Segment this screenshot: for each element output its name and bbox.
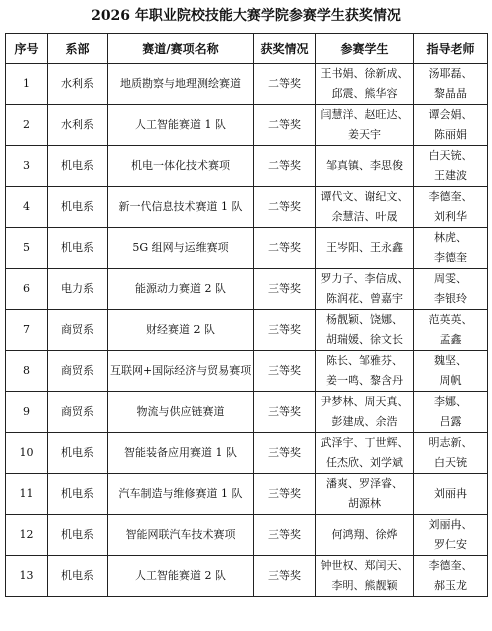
row-dept: 机电系 xyxy=(48,187,108,228)
col-header-track: 赛道/赛项名称 xyxy=(108,34,254,64)
row-dept: 电力系 xyxy=(48,269,108,310)
teacher-line: 陈丽娟 xyxy=(434,128,467,141)
row-track: 物流与供应链赛道 xyxy=(108,392,254,433)
row-track: 5G 组网与运维赛项 xyxy=(108,228,254,269)
row-track: 财经赛道 2 队 xyxy=(108,310,254,351)
table-row xyxy=(6,392,488,433)
row-students xyxy=(316,351,414,392)
student-line: 潘爽、罗泽睿、 xyxy=(326,477,403,490)
row-teachers xyxy=(414,269,488,310)
row-award: 三等奖 xyxy=(254,392,316,433)
table-row xyxy=(6,310,488,351)
row-award: 三等奖 xyxy=(254,474,316,515)
row-number: 12 xyxy=(6,515,48,556)
row-number: 5 xyxy=(6,228,48,269)
teacher-line: 范英英、 xyxy=(428,313,473,326)
teacher-line: 汤耶磊、 xyxy=(428,67,473,80)
student-line: 邹真镇、李思俊 xyxy=(326,159,403,172)
student-line: 任杰欣、刘学斌 xyxy=(326,456,403,469)
row-track: 互联网+国际经济与贸易赛项 xyxy=(108,351,254,392)
row-students xyxy=(316,187,414,228)
row-award: 二等奖 xyxy=(254,105,316,146)
row-award: 二等奖 xyxy=(254,228,316,269)
teacher-line: 郝玉龙 xyxy=(434,579,467,592)
teacher-line: 林虎、 xyxy=(434,231,467,244)
teacher-line: 刘丽冉、 xyxy=(428,518,473,531)
row-number: 11 xyxy=(6,474,48,515)
row-teachers xyxy=(414,310,488,351)
row-award: 三等奖 xyxy=(254,433,316,474)
student-line: 胡源林 xyxy=(348,497,381,510)
row-dept: 机电系 xyxy=(48,146,108,187)
teacher-line: 李德奎 xyxy=(434,251,467,264)
row-award: 三等奖 xyxy=(254,556,316,597)
row-teachers xyxy=(414,146,488,187)
col-header-award: 获奖情况 xyxy=(254,34,316,64)
row-students xyxy=(316,64,414,105)
table-row xyxy=(6,146,488,187)
row-dept: 机电系 xyxy=(48,228,108,269)
student-line: 邱震、熊华容 xyxy=(331,87,398,100)
row-students xyxy=(316,105,414,146)
table-row xyxy=(6,228,488,269)
row-students xyxy=(316,433,414,474)
row-award: 三等奖 xyxy=(254,310,316,351)
teacher-line: 白天铳 xyxy=(434,456,467,469)
row-number: 2 xyxy=(6,105,48,146)
row-teachers xyxy=(414,187,488,228)
teacher-line: 明志新、 xyxy=(428,436,473,449)
row-teachers xyxy=(414,433,488,474)
teacher-line: 吕露 xyxy=(439,415,462,428)
student-line: 王书娟、徐新成、 xyxy=(320,67,409,80)
teacher-line: 魏坚、 xyxy=(434,354,467,367)
table-body xyxy=(6,64,488,597)
row-students xyxy=(316,228,414,269)
student-line: 陈润花、曾嘉宇 xyxy=(326,292,403,305)
teacher-line: 刘利华 xyxy=(434,210,467,223)
row-dept: 机电系 xyxy=(48,474,108,515)
table-row xyxy=(6,433,488,474)
teacher-line: 谭会娟、 xyxy=(428,108,473,121)
row-teachers xyxy=(414,556,488,597)
row-number: 4 xyxy=(6,187,48,228)
row-track: 汽车制造与维修赛道 1 队 xyxy=(108,474,254,515)
row-dept: 商贸系 xyxy=(48,392,108,433)
table-row xyxy=(6,474,488,515)
row-number: 7 xyxy=(6,310,48,351)
col-header-teachers: 指导老师 xyxy=(414,34,488,64)
row-students xyxy=(316,556,414,597)
row-dept: 商贸系 xyxy=(48,310,108,351)
row-track: 智能网联汽车技术赛项 xyxy=(108,515,254,556)
row-teachers xyxy=(414,228,488,269)
student-line: 彭建成、余浩 xyxy=(331,415,398,428)
teacher-line: 刘丽冉 xyxy=(434,487,467,500)
row-award: 二等奖 xyxy=(254,187,316,228)
col-header-dept: 系部 xyxy=(48,34,108,64)
row-number: 13 xyxy=(6,556,48,597)
row-dept: 水利系 xyxy=(48,64,108,105)
teacher-line: 李娜、 xyxy=(434,395,467,408)
row-number: 6 xyxy=(6,269,48,310)
student-line: 胡瑞媛、徐文长 xyxy=(326,333,403,346)
teacher-line: 罗仁安 xyxy=(434,538,467,551)
row-dept: 机电系 xyxy=(48,515,108,556)
row-track: 人工智能赛道 2 队 xyxy=(108,556,254,597)
row-track: 机电一体化技术赛项 xyxy=(108,146,254,187)
row-teachers xyxy=(414,392,488,433)
student-line: 李明、熊靓颖 xyxy=(331,579,398,592)
row-award: 二等奖 xyxy=(254,146,316,187)
teacher-line: 王建波 xyxy=(434,169,467,182)
col-header-no: 序号 xyxy=(6,34,48,64)
row-track: 能源动力赛道 2 队 xyxy=(108,269,254,310)
table-row xyxy=(6,556,488,597)
row-dept: 机电系 xyxy=(48,433,108,474)
row-teachers xyxy=(414,474,488,515)
row-track: 人工智能赛道 1 队 xyxy=(108,105,254,146)
student-line: 钟世权、郑闰天、 xyxy=(320,559,409,572)
row-students xyxy=(316,269,414,310)
awards-table xyxy=(5,33,488,597)
table-header-row xyxy=(6,34,488,64)
row-number: 3 xyxy=(6,146,48,187)
row-award: 三等奖 xyxy=(254,269,316,310)
student-line: 余慧洁、叶晟 xyxy=(331,210,398,223)
student-line: 闫慧洋、赵旺达、 xyxy=(320,108,409,121)
student-line: 罗力子、李信成、 xyxy=(320,272,409,285)
student-line: 陈长、邹雅芬、 xyxy=(326,354,403,367)
table-row xyxy=(6,269,488,310)
teacher-line: 孟鑫 xyxy=(439,333,462,346)
teacher-line: 白天铳、 xyxy=(428,149,473,162)
row-number: 1 xyxy=(6,64,48,105)
student-line: 姜一鸣、黎含丹 xyxy=(326,374,403,387)
row-students xyxy=(316,146,414,187)
teacher-line: 周帆 xyxy=(439,374,462,387)
row-dept: 商贸系 xyxy=(48,351,108,392)
row-students xyxy=(316,474,414,515)
row-students xyxy=(316,310,414,351)
table-row xyxy=(6,105,488,146)
page-title: 2026 年职业院校技能大赛学院参赛学生获奖情况 xyxy=(91,8,401,24)
student-line: 武泽宇、丁世辉、 xyxy=(320,436,409,449)
table-row xyxy=(6,187,488,228)
row-number: 8 xyxy=(6,351,48,392)
row-teachers xyxy=(414,105,488,146)
teacher-line: 黎晶晶 xyxy=(434,87,467,100)
teacher-line: 李银玲 xyxy=(434,292,467,305)
table-row xyxy=(6,515,488,556)
table-row xyxy=(6,351,488,392)
teacher-line: 李德奎、 xyxy=(428,190,473,203)
row-teachers xyxy=(414,515,488,556)
student-line: 何鸿翔、徐烨 xyxy=(331,528,398,541)
table-row xyxy=(6,64,488,105)
row-teachers xyxy=(414,351,488,392)
row-dept: 机电系 xyxy=(48,556,108,597)
student-line: 姜天宇 xyxy=(348,128,381,141)
row-award: 三等奖 xyxy=(254,515,316,556)
row-students xyxy=(316,392,414,433)
teacher-line: 周雯、 xyxy=(434,272,467,285)
row-number: 10 xyxy=(6,433,48,474)
row-teachers xyxy=(414,64,488,105)
row-track: 智能装备应用赛道 1 队 xyxy=(108,433,254,474)
col-header-students: 参赛学生 xyxy=(316,34,414,64)
student-line: 谭代文、谢纪文、 xyxy=(320,190,409,203)
row-award: 三等奖 xyxy=(254,351,316,392)
student-line: 王岑阳、王永鑫 xyxy=(326,241,403,254)
teacher-line: 李德奎、 xyxy=(428,559,473,572)
student-line: 尹梦林、周天真、 xyxy=(320,395,409,408)
row-track: 地质勘察与地理测绘赛道 xyxy=(108,64,254,105)
row-students xyxy=(316,515,414,556)
row-dept: 水利系 xyxy=(48,105,108,146)
row-number: 9 xyxy=(6,392,48,433)
student-line: 杨靓颖、饶娜、 xyxy=(326,313,403,326)
row-track: 新一代信息技术赛道 1 队 xyxy=(108,187,254,228)
row-award: 二等奖 xyxy=(254,64,316,105)
